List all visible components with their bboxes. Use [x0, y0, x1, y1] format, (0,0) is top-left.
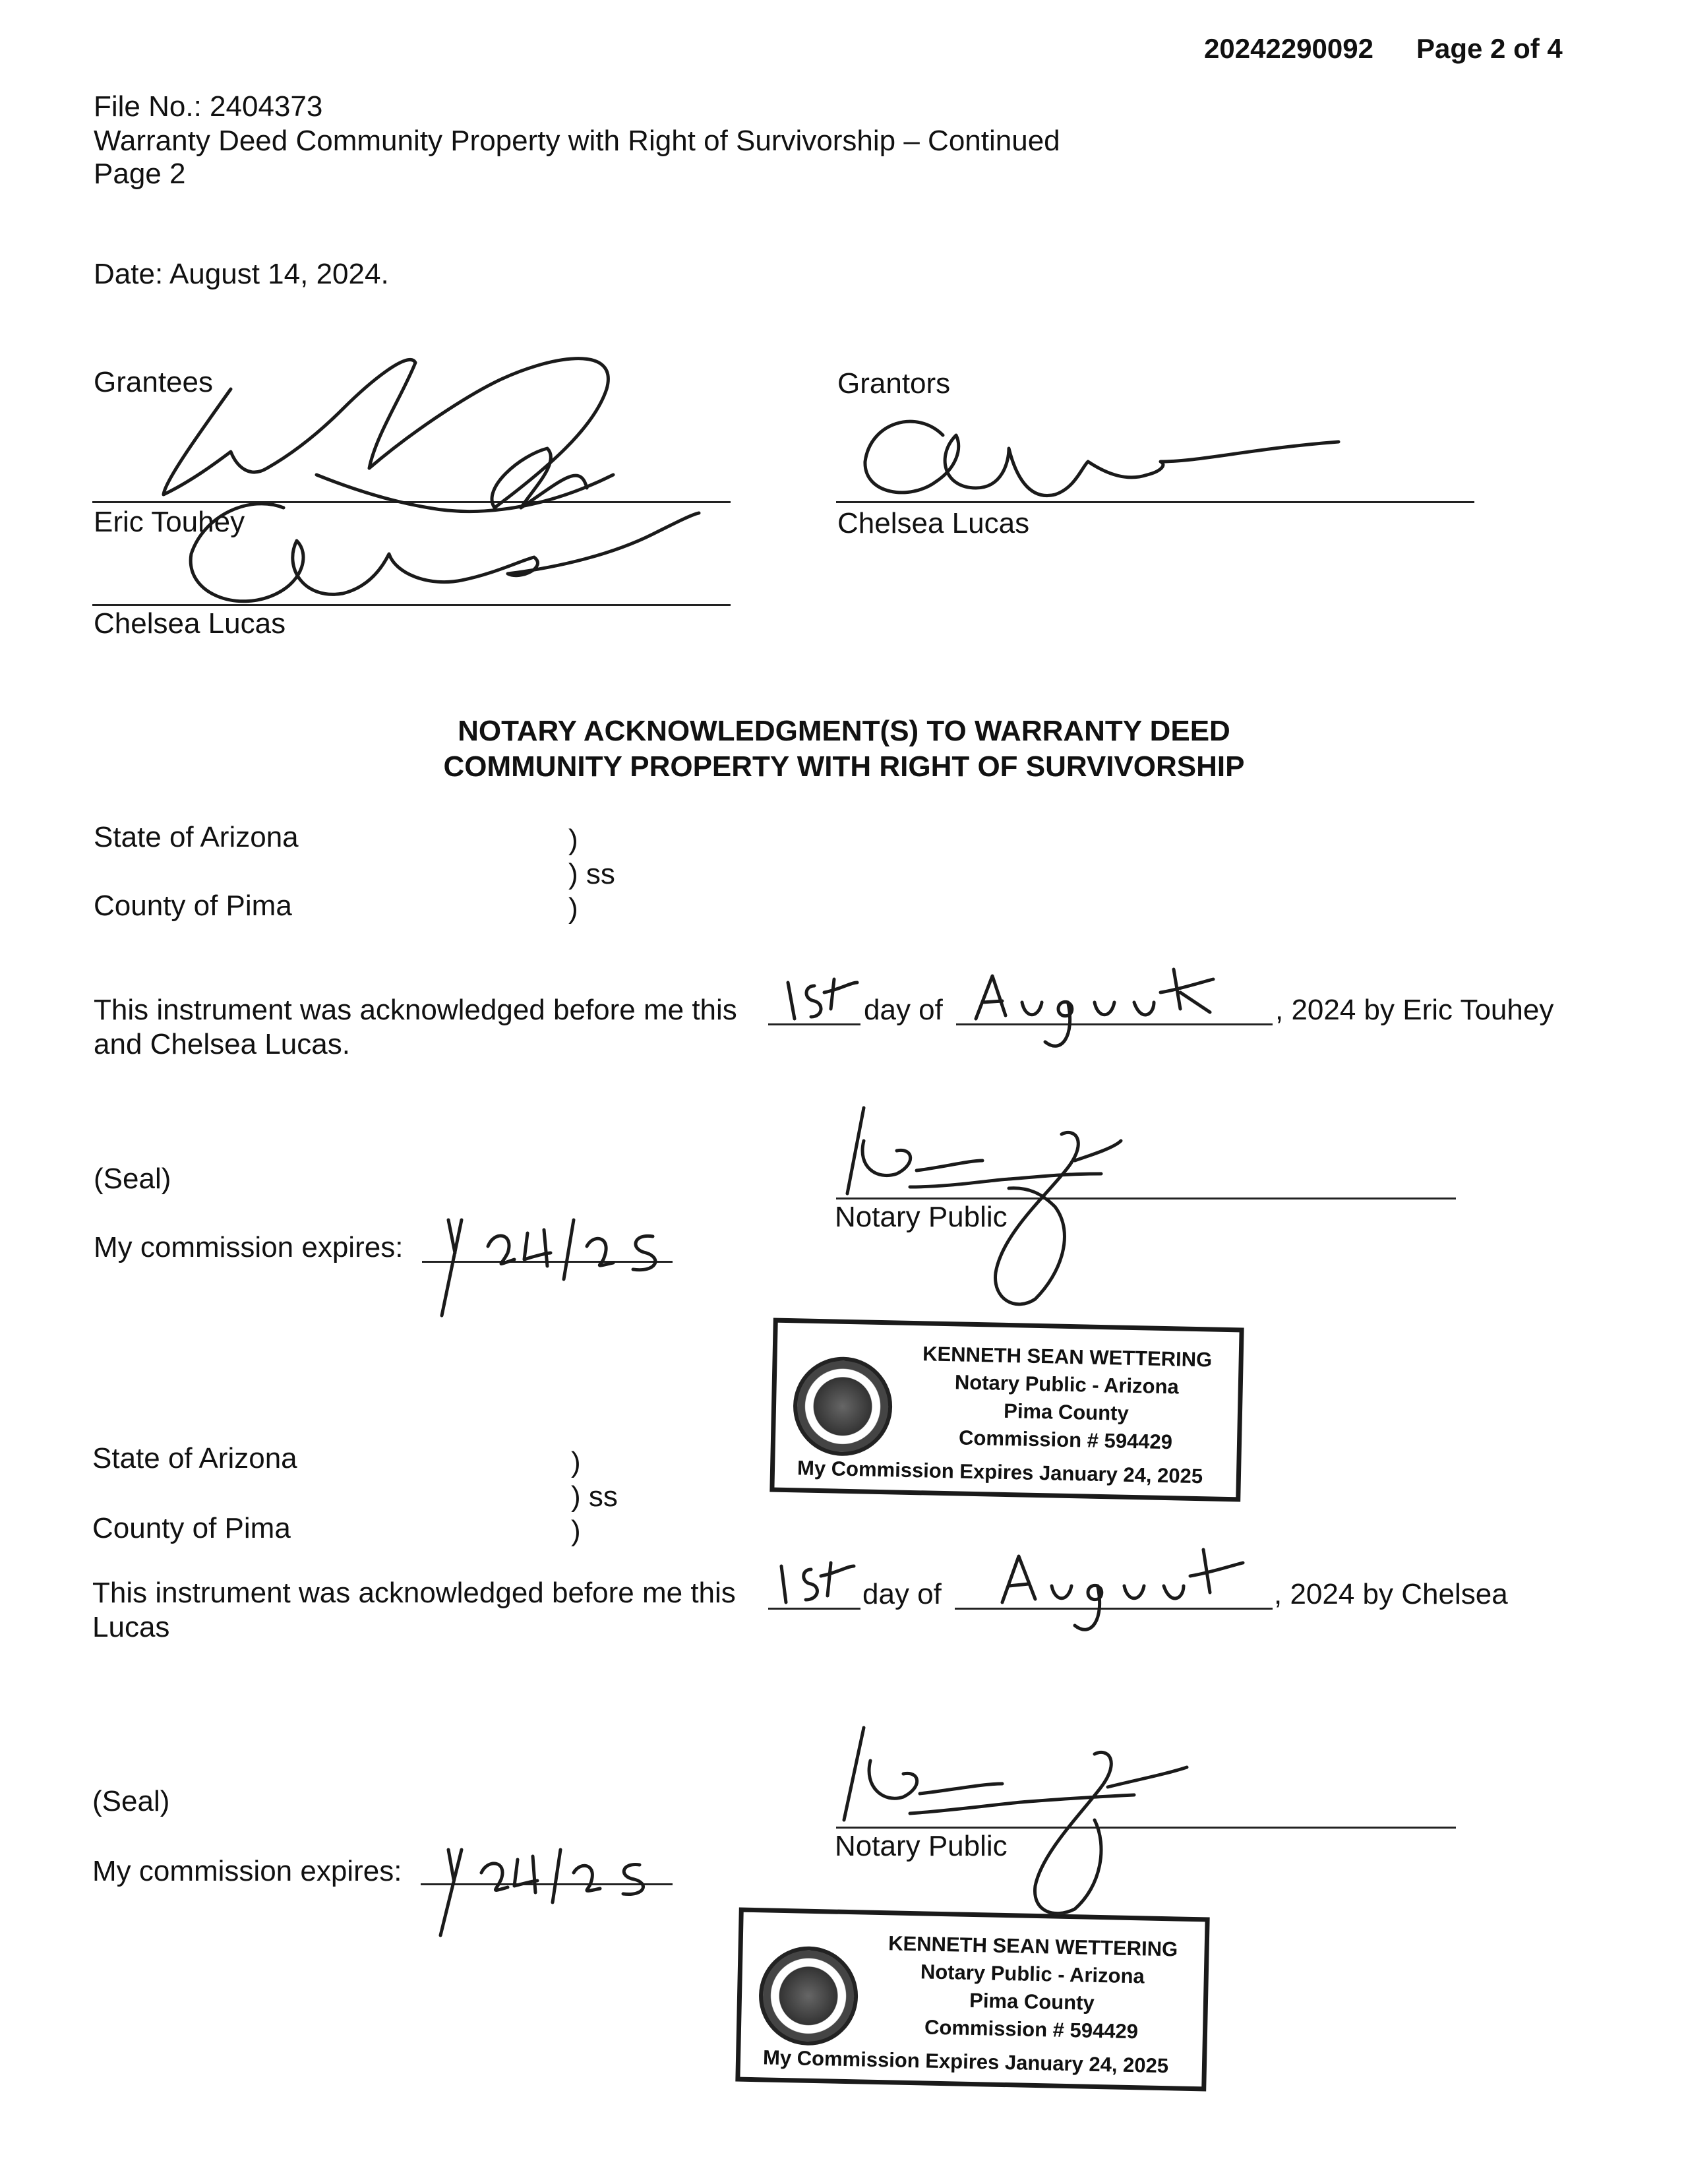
venue-paren-top-2: ) — [571, 1446, 581, 1478]
handwritten-month-1 — [963, 963, 1240, 1068]
document-title-line: Warranty Deed Community Property with Right of Survivorship – Continued — [94, 125, 1060, 157]
handwritten-day-1 — [778, 969, 864, 1029]
stamp-name-2: KENNETH SEAN WETTERING — [888, 1931, 1178, 1961]
stamp-expires-1: My Commission Expires January 24, 2025 — [797, 1456, 1203, 1488]
stamp-county-1: Pima County — [1003, 1399, 1130, 1425]
stamp-commission-2: Commission # 594429 — [924, 2015, 1139, 2044]
commission-label-1: My commission expires: — [94, 1231, 404, 1263]
page-indicator: Page 2 of 4 — [1416, 33, 1563, 64]
notary-signature-2 — [831, 1721, 1200, 1919]
handwritten-commission-date-2 — [435, 1840, 659, 1939]
ack-text-after-2: , 2024 by Chelsea — [1274, 1578, 1508, 1610]
venue-state-1: State of Arizona — [94, 821, 299, 853]
notary-seal-icon — [758, 1945, 859, 2046]
seal-label-1: (Seal) — [94, 1163, 171, 1195]
stamp-expires-2: My Commission Expires January 24, 2025 — [762, 2046, 1169, 2078]
venue-ss-2: ) ss — [571, 1480, 618, 1513]
venue-ss-1: ) ss — [568, 858, 615, 890]
venue-county-1: County of Pima — [94, 890, 292, 922]
seal-label-2: (Seal) — [92, 1785, 170, 1817]
signature-chelsea-lucas-grantor — [857, 409, 1358, 521]
notary-stamp-2 — [735, 1908, 1209, 2092]
signature-chelsea-lucas-grantee — [152, 495, 706, 620]
notary-stamp-1 — [769, 1318, 1244, 1502]
commission-label-2: My commission expires: — [92, 1855, 402, 1887]
ack-text-line2-1: and Chelsea Lucas. — [94, 1028, 350, 1060]
stamp-name-1: KENNETH SEAN WETTERING — [922, 1342, 1213, 1372]
notary-signature-1 — [837, 1101, 1147, 1319]
venue-state-2: State of Arizona — [92, 1442, 297, 1474]
venue-paren-bottom-2: ) — [571, 1515, 581, 1547]
stamp-county-2: Pima County — [969, 1988, 1095, 2015]
grantee-name-2: Chelsea Lucas — [94, 607, 286, 640]
grantees-label: Grantees — [94, 366, 213, 398]
ack-day-of-1: day of — [864, 994, 943, 1026]
date-line: Date: August 14, 2024. — [94, 258, 389, 290]
handwritten-day-2 — [771, 1556, 864, 1616]
stamp-title-2: Notary Public - Arizona — [920, 1960, 1145, 1988]
notary-seal-icon — [793, 1356, 893, 1457]
grantee-name-1: Eric Touhey — [94, 506, 245, 538]
recording-number: 20242290092 — [1204, 33, 1373, 64]
grantor-name-1: Chelsea Lucas — [837, 507, 1030, 539]
file-number: File No.: 2404373 — [94, 90, 323, 123]
venue-paren-bottom-1: ) — [568, 892, 578, 925]
grantors-label: Grantors — [837, 367, 951, 400]
ack-day-of-2: day of — [862, 1578, 942, 1610]
ack-text-after-1: , 2024 by Eric Touhey — [1275, 994, 1554, 1026]
ack-text-before-2: This instrument was acknowledged before me this — [92, 1577, 736, 1609]
venue-paren-top-1: ) — [568, 824, 578, 856]
ack-text-before-1: This instrument was acknowledged before me this — [94, 994, 737, 1026]
notary-title-line-1: NOTARY ACKNOWLEDGMENT(S) TO WARRANTY DEED — [458, 715, 1230, 747]
notary-title-line-2: COMMUNITY PROPERTY WITH RIGHT OF SURVIVORSHIP — [443, 750, 1245, 783]
handwritten-commission-date-1 — [435, 1207, 686, 1319]
notary-public-label-1: Notary Public — [835, 1201, 1008, 1233]
venue-county-2: County of Pima — [92, 1512, 291, 1544]
stamp-commission-1: Commission # 594429 — [958, 1426, 1173, 1454]
ack-text-line2-2: Lucas — [92, 1611, 170, 1643]
notary-public-label-2: Notary Public — [835, 1830, 1008, 1862]
page-label: Page 2 — [94, 158, 186, 190]
stamp-title-1: Notary Public - Arizona — [954, 1370, 1180, 1399]
handwritten-month-2 — [989, 1543, 1266, 1655]
